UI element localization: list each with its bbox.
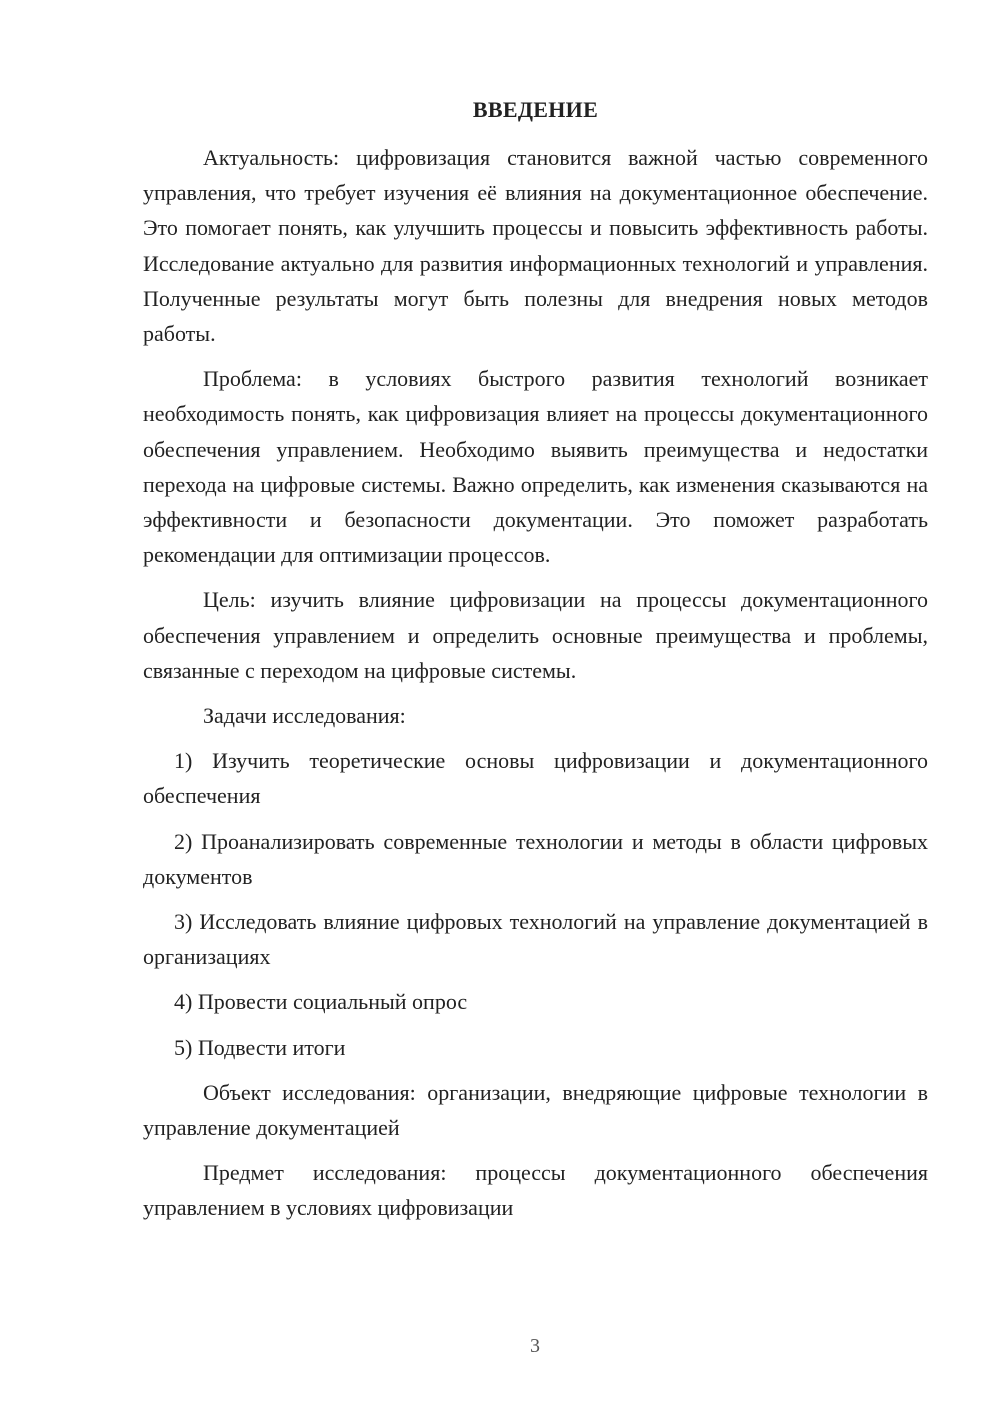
task-item-3: 3) Исследовать влияние цифровых технологий на управление документацией в организациях — [143, 909, 928, 970]
task-item-2: 2) Проанализировать современные технологии и методы в области цифровых документов — [143, 828, 928, 889]
page-number: 3 — [530, 1335, 540, 1357]
relevance-paragraph: Актуальность: цифровизация становится важной частью современного управления, что требует изучения её влияния на документационное обеспечение. Это помогает понять, как улучшить процессы и повысить эффективность работы. Исследование актуально для развития информационных технологий и управления. Полученные результаты могут быть полезны для внедрения новых методов работы. — [143, 145, 928, 347]
task-item-5: 5) Подвести итоги — [174, 1034, 346, 1060]
tasks-heading: Задачи исследования: — [203, 703, 406, 729]
object-paragraph: Объект исследования: организации, внедряющие цифровые технологии в управление документацией — [143, 1079, 928, 1141]
problem-paragraph: Проблема: в условиях быстрого развития технологий возникает необходимость понять, как цифровизация влияет на процессы документационного обеспечения управлением. Необходимо выявить преимущества и недостатки перехода на цифровые системы. Важно определить, как изменения сказываются на эффективности и безопасности документации. Это поможет разработать рекомендации для оптимизации процессов. — [143, 366, 928, 568]
subject-paragraph: Предмет исследования: процессы документационного обеспечения управлением в условиях цифровизации — [143, 1160, 928, 1221]
goal-paragraph: Цель: изучить влияние цифровизации на процессы документационного обеспечения управлением и определить основные преимущества и проблемы, связанные с переходом на цифровые системы. — [143, 587, 928, 683]
task-item-4: 4) Провести социальный опрос — [174, 989, 468, 1015]
document-body — [143, 94, 928, 1236]
page-title: ВВЕДЕНИЕ — [472, 97, 599, 122]
task-item-1: 1) Изучить теоретические основы цифровизации и документационного обеспечения — [143, 748, 928, 809]
